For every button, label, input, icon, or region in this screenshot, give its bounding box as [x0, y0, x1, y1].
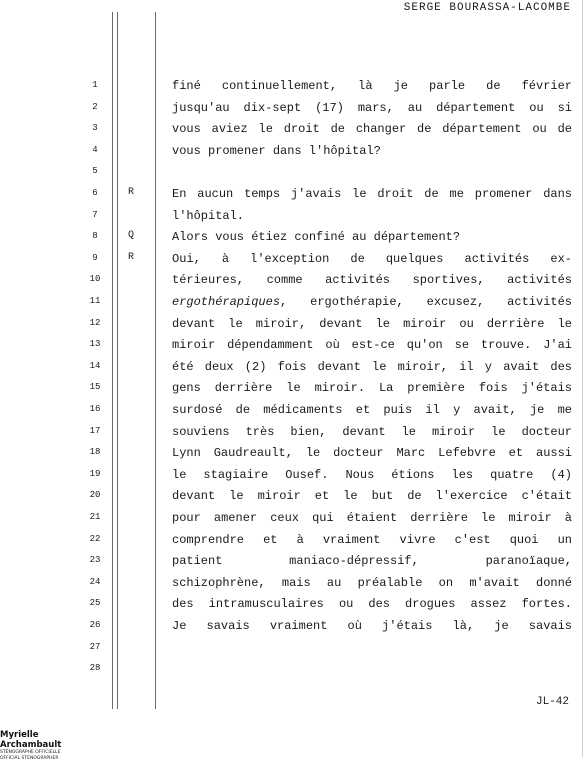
line-number: 2: [92, 101, 98, 112]
transcript-line: Je savais vraiment où j'étais là, je savais: [172, 619, 572, 633]
transcript-line: gens derrière le miroir. La première fois j'étais: [172, 381, 572, 396]
line-number: 11: [89, 296, 101, 306]
line-number: 28: [89, 663, 101, 674]
line-number: 5: [92, 166, 98, 177]
line-number: 27: [89, 641, 101, 652]
line-number: 10: [89, 274, 101, 285]
line-number: 26: [89, 620, 101, 630]
stenographer-title-fr: STÉNOGRAPHE OFFICIELLE: [0, 750, 61, 755]
transcript-line: vous promener dans l'hôpital?: [172, 143, 381, 158]
page-number: JL-42: [535, 696, 569, 708]
line-number: 3: [92, 123, 98, 134]
line-number: 8: [92, 231, 98, 242]
line-number: 13: [89, 339, 101, 350]
line-number: 24: [89, 576, 101, 587]
stenographer-name: Myrielle Archambault: [0, 730, 62, 750]
margin-rule-left: [112, 12, 113, 709]
transcript-line: été deux (2) fois devant le miroir, il y avait des: [172, 359, 572, 374]
line-number: 12: [89, 317, 101, 328]
line-number: 23: [89, 555, 101, 566]
line-number: 17: [89, 425, 101, 436]
speaker-label: R: [128, 187, 135, 198]
transcript-line: pour amener ceux qui étaient derrière le miroir à: [172, 511, 572, 525]
transcript-line: devant le miroir, devant le miroir ou derrière le: [172, 316, 572, 331]
line-number: 9: [92, 252, 98, 263]
line-number: 1: [92, 80, 98, 90]
line-number: 19: [89, 468, 101, 479]
line-number: 6: [92, 188, 98, 198]
page-edge: [582, 0, 583, 757]
transcript-line: ergothérapiques, ergothérapie, excusez, activités: [172, 295, 572, 309]
margin-rule-text: [155, 12, 156, 709]
transcript-line: vous aviez le droit de changer de département ou de: [172, 122, 572, 137]
transcript-line: comprendre et à vraiment vivre c'est quoi un: [172, 532, 572, 547]
stenographer-stamp: [0, 730, 100, 762]
transcript-line: le stagiaire Ousef. Nous étions les quatre (4): [172, 467, 572, 482]
transcript-line: finé continuellement, là je parle de février: [172, 79, 572, 93]
transcript-line: l'hôpital.: [172, 208, 245, 223]
line-number: 18: [89, 447, 101, 458]
transcript-line: térieures, comme activités sportives, activités: [172, 273, 572, 288]
page-header: SERGE BOURASSA-LACOMBE: [403, 2, 571, 14]
line-number: 16: [89, 404, 101, 414]
transcript-line: patient maniaco-dépressif, paranoïaque,: [172, 554, 572, 569]
line-number: 15: [89, 382, 101, 393]
line-number: 7: [92, 209, 98, 220]
transcript-line: Alors vous étiez confiné au département?: [172, 230, 461, 245]
line-number: 20: [89, 490, 101, 501]
margin-rule-double: [117, 12, 118, 709]
line-number: 14: [89, 360, 101, 371]
transcript-line: jusqu'au dix-sept (17) mars, au département ou si: [172, 100, 572, 115]
transcript-line: souviens très bien, devant le miroir le docteur: [172, 424, 572, 439]
line-number: 21: [89, 512, 101, 522]
stenographer-title-en: OFFICIAL STENOGRAPHER: [0, 756, 59, 761]
transcript-line: Lynn Gaudreault, le docteur Marc Lefebvre et aussi: [172, 446, 572, 461]
transcript-line: schizophrène, mais au préalable on m'avait donné: [172, 575, 572, 590]
transcript-line: des intramusculaires ou des drogues assez fortes.: [172, 597, 572, 612]
transcript-line: En aucun temps j'avais le droit de me promener dans: [172, 187, 572, 201]
line-number: 25: [89, 598, 101, 609]
transcript-line: surdosé de médicaments et puis il y avait, je me: [172, 403, 572, 417]
line-number: 4: [92, 144, 98, 155]
transcript-line: devant le miroir et le but de l'exercice c'était: [172, 489, 572, 504]
transcript-line: miroir dépendamment où est-ce qu'on se trouve. J'ai: [172, 338, 572, 353]
line-number: 22: [89, 533, 101, 544]
speaker-label: Q: [128, 230, 135, 242]
transcript-line: Oui, à l'exception de quelques activités ex-: [172, 251, 572, 266]
italic-term: ergothérapiques: [172, 295, 281, 309]
speaker-label: R: [128, 251, 135, 263]
